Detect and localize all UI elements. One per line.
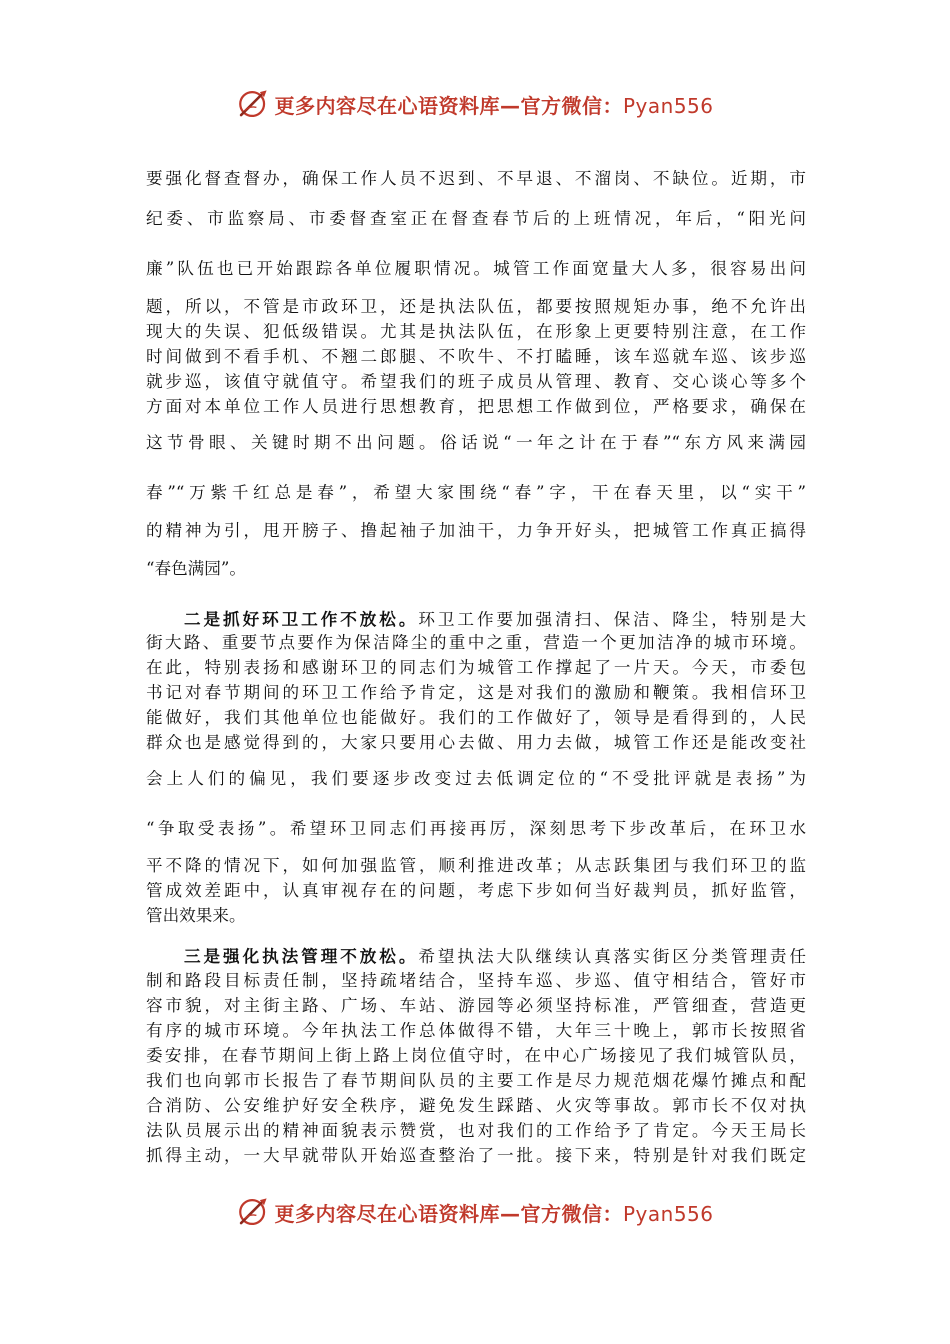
text-line: 有序的城市环境。今年执法工作总体做得不错，大年三十晚上，郭市长按照省 [146,1021,806,1040]
text-line: 群众也是感觉得到的，大家只要用心去做、用力去做，城管工作还是能改变社 [146,733,806,752]
text-line: “春色满园”。 [146,559,246,578]
text-line: 就步巡，该值守就值守。希望我们的班子成员从管理、教育、交心谈心等多个 [146,372,806,391]
text-line: 在此，特别表扬和感谢环卫的同志们为城管工作撑起了一片天。今天，市委包 [146,658,806,677]
pen-logo-icon [236,1195,270,1229]
header-banner [0,84,950,124]
footer-banner [0,1192,950,1232]
text-line: 平不降的情况下，如何加强监管，顺利推进改革；从志跃集团与我们环卫的监 [146,856,806,875]
text-line: 容市貌，对主街主路、广场、车站、游园等必须坚持标准，严管细查，营造更 [146,996,806,1015]
text-line: 街大路、重要节点要作为保洁降尘的重中之重，营造一个更加洁净的城市环境。 [146,633,806,652]
banner-account: Pyan556 [622,1201,714,1226]
text-line: 现大的失误、犯低级错误。尤其是执法队伍，在形象上更要特别注意，在工作 [146,322,806,341]
text-line: 的精神为引，甩开膀子、撸起袖子加油干，力争开好头，把城管工作真正搞得 [146,521,806,540]
text-line: 能做好，我们其他单位也能做好。我们的工作做好了，领导是看得到的，人民 [146,708,806,727]
text-line: “争取受表扬”。希望环卫同志们再接再厉，深刻思考下步改革后，在环卫水 [146,819,806,838]
text-line: 这节骨眼、关键时期不出问题。俗话说“一年之计在于春”“东方风来满园 [146,433,806,452]
paragraph-3-first-line: 三是强化执法管理不放松。希望执法大队继续认真落实街区分类管理责任 [184,946,807,966]
text-line: 会上人们的偏见，我们要逐步改变过去低调定位的“不受批评就是表扬”为 [146,769,806,788]
text-line: 书记对春节期间的环卫工作给予肯定，这是对我们的激励和鞭策。我相信环卫 [146,683,806,702]
text-line: 管成效差距中，认真审视存在的问题，考虑下步如何当好裁判员，抓好监管， [146,881,806,900]
text-line: 我们也向郭市长报告了春节期间队员的主要工作是尽力规范烟花爆竹摊点和配 [146,1071,806,1090]
banner-text: 更多内容尽在心语资料库—官方微信：Pyan556 [274,1201,714,1226]
text-line: 抓得主动，一大早就带队开始巡查整治了一批。接下来，特别是针对我们既定 [146,1146,806,1165]
banner-account: Pyan556 [622,93,714,118]
text-line: 廉”队伍也已开始跟踪各单位履职情况。城管工作面宽量大人多，很容易出问 [146,259,806,278]
text-line: 纪委、市监察局、市委督查室正在督查春节后的上班情况，年后，“阳光问 [146,209,806,228]
text-line: 法队员展示出的精神面貌表示赞赏，也对我们的工作给予了肯定。今天王局长 [146,1121,806,1140]
paragraph-2-first-line: 二是抓好环卫工作不放松。环卫工作要加强清扫、保洁、降尘，特别是大 [184,609,807,629]
text-line: 要强化督查督办，确保工作人员不迟到、不早退、不溜岗、不缺位。近期，市 [146,169,806,188]
text-line: 制和路段目标责任制，坚持疏堵结合，坚持车巡、步巡、值守相结合，管好市 [146,971,806,990]
section-heading-enforcement: 三是强化执法管理不放松。 [184,946,419,966]
text-line: 时间做到不看手机、不翘二郎腿、不吹牛、不打瞌睡，该车巡就车巡、该步巡 [146,347,806,366]
pen-logo-icon [236,87,270,121]
section-heading-sanitation: 二是抓好环卫工作不放松。 [184,609,419,629]
text-line: 合消防、公安维护好安全秩序，避免发生踩踏、火灾等事故。郭市长不仅对执 [146,1096,806,1115]
text-line: 方面对本单位工作人员进行思想教育，把思想工作做到位，严格要求，确保在 [146,397,806,416]
text-line: 春”“万紫千红总是春”，希望大家围绕“春”字，干在春天里，以“实干” [146,483,806,502]
text-line: 管出效果来。 [146,906,246,925]
banner-text: 更多内容尽在心语资料库—官方微信：Pyan556 [274,93,714,118]
text-line: 委安排，在春节期间上街上路上岗位值守时，在中心广场接见了我们城管队员， [146,1046,806,1065]
text-line: 题，所以，不管是市政环卫，还是执法队伍，都要按照规矩办事，绝不允许出 [146,297,806,316]
